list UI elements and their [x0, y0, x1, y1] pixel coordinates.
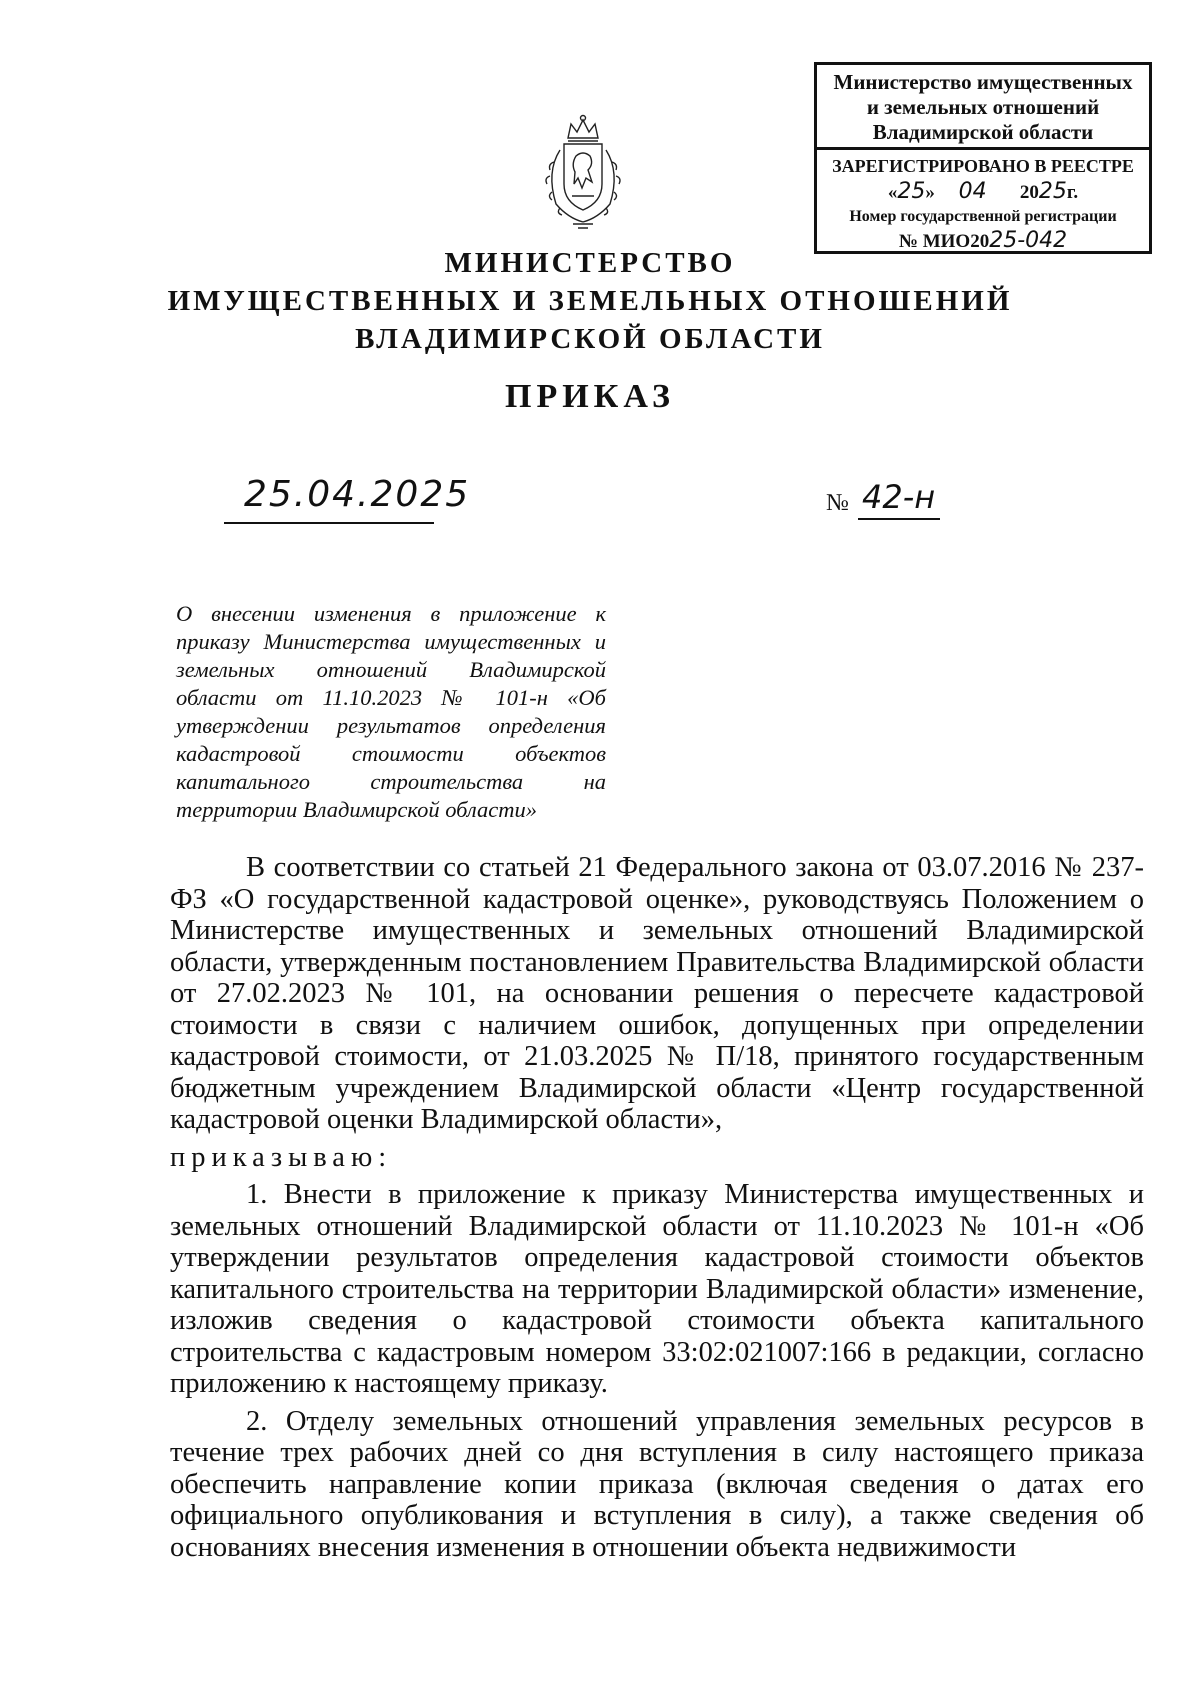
ministry-line2: ИМУЩЕСТВЕННЫХ И ЗЕМЕЛЬНЫХ ОТНОШЕНИЙ	[167, 285, 1013, 317]
stamp-org-line3: Владимирской области	[872, 120, 1094, 144]
stamp-org-line2: и земельных отношений	[866, 95, 1100, 119]
order-date: 25.04.2025	[244, 474, 471, 515]
stamp-regnum-prefix: № МИО20	[898, 231, 990, 252]
stamp-regnum-handwritten: 25-042	[989, 228, 1068, 253]
order-number: 42-н	[862, 478, 936, 516]
stamp-date-year-prefix: 20	[1019, 182, 1039, 203]
stamp-date-year-suffix: 25	[1038, 179, 1067, 204]
stamp-organization	[817, 65, 1149, 147]
stamp-date: «25» 04 2025г.	[887, 179, 1079, 204]
stamp-divider	[817, 147, 1149, 150]
ministry-header	[0, 244, 1180, 358]
stamp-regnum-label: Номер государственной регистрации	[849, 208, 1117, 225]
stamp-date-year-g: г.	[1066, 182, 1079, 203]
order-number-label: №	[826, 490, 849, 516]
stamp-date-month: 04	[958, 179, 987, 204]
ministry-line1: МИНИСТЕРСТВО	[444, 247, 736, 279]
order-title: ПРИКАЗ	[505, 378, 675, 415]
coat-of-arms-icon	[528, 112, 638, 232]
order-date-field	[224, 472, 471, 524]
order-body	[170, 852, 1144, 1563]
ministry-line3: ВЛАДИМИРСКОЙ ОБЛАСТИ	[355, 323, 825, 355]
stamp-registered-label: ЗАРЕГИСТРИРОВАНО В РЕЕСТРЕ	[832, 156, 1134, 176]
body-preamble: В соответствии со статьей 21 Федерального закона от 03.07.2016 № 237-ФЗ «О государственной кадастровой оценке», руководствуясь Положением о Министерстве имущественных и земельных отношений Владимирской области, утвержденным постановлением Правительства Владимирской области от 27.02.2023 № 101, на основании решения о пересчете кадастровой стоимости в связи с наличием ошибок, допущенных при определении кадастровой стоимости, от 21.03.2025 № П/18, принятого государственным бюджетным учреждением Владимирской области «Центр государственной кадастровой оценки Владимирской области»,	[170, 852, 1144, 1135]
body-item-2: 2. Отделу земельных отношений управления земельных ресурсов в течение трех рабочих дней со дня вступления в силу настоящего приказа обеспечить направление копии приказа (включая сведения о датах его официального опубликования и вступления в силу), а также сведения об основаниях внесения изменения в отношении объекта недвижимости	[170, 1405, 1144, 1563]
stamp-date-day: 25	[897, 179, 926, 204]
registry-stamp	[814, 62, 1152, 254]
order-number-field	[858, 478, 940, 520]
order-subject: О внесении изменения в приложение к приказу Министерства имущественных и земельных отношений Владимирской области от 11.10.2023 № 101-н «Об утверждении результатов определения кадастровой стоимости объектов капитального строительства на территории Владимирской области»	[176, 601, 606, 822]
stamp-org-line1: Министерство имущественных	[833, 70, 1133, 94]
body-item-1: 1. Внести в приложение к приказу Министерства имущественных и земельных отношений Владимирской области от 11.10.2023 № 101-н «Об утверждении результатов определения кадастровой стоимости объектов капитального строительства на территории Владимирской области» изменение, изложив сведения о кадастровой стоимости объекта капитального строительства с кадастровым номером 33:02:021007:166 в редакции, согласно приложению к настоящему приказу.	[170, 1179, 1144, 1399]
body-order-word: приказываю:	[170, 1141, 393, 1173]
